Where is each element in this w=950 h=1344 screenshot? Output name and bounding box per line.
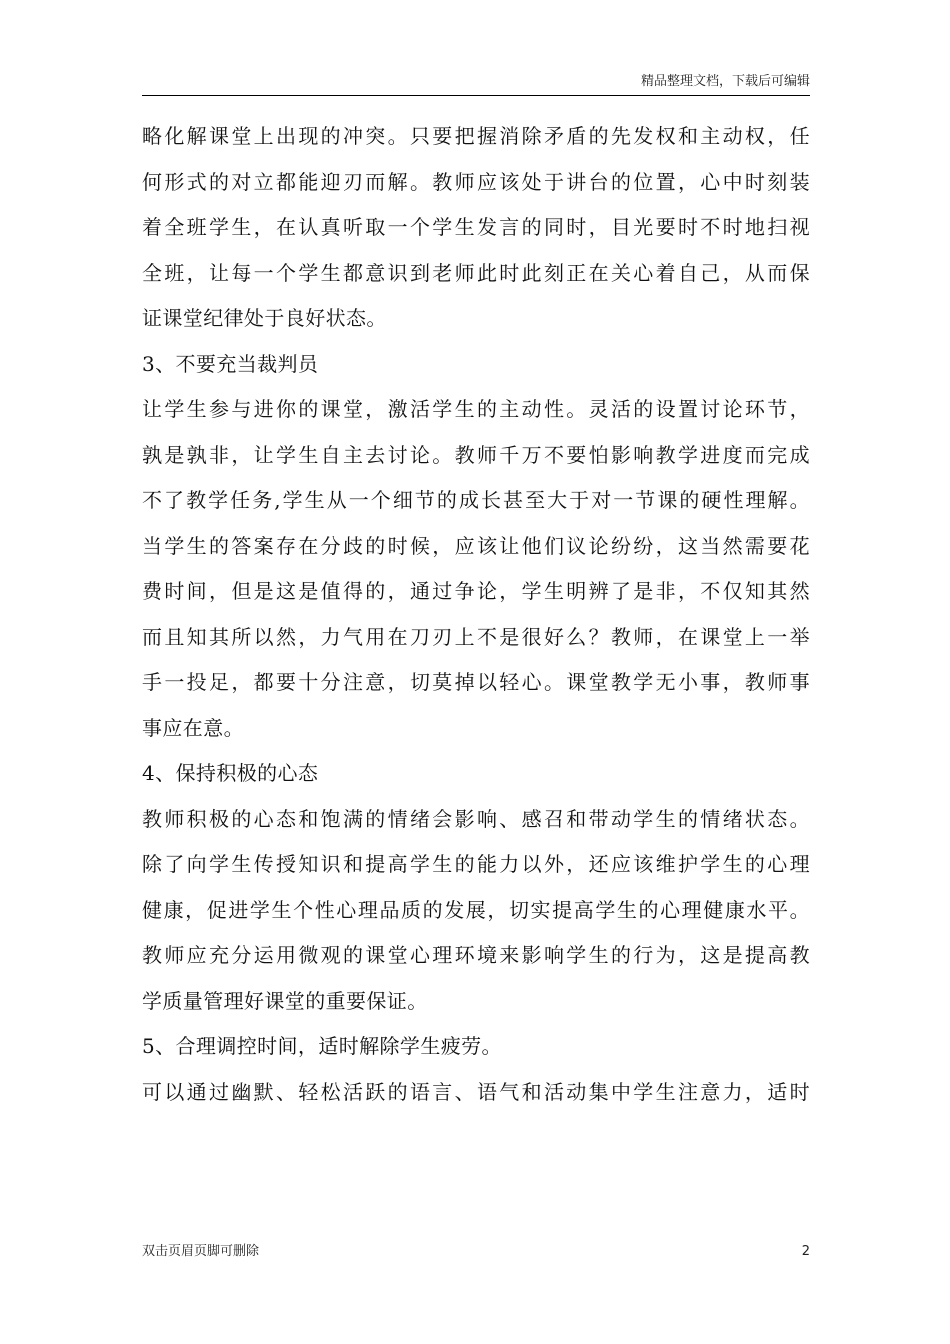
- body-text: [142, 114, 810, 1115]
- page-header: 精品整理文档，下载后可编辑: [640, 74, 810, 89]
- text-line: 除了向学生传授知识和提高学生的能力以外，还应该维护学生的心理: [142, 852, 810, 876]
- text-line: 孰是孰非，让学生自主去讨论。教师千万不要怕影响教学进度而完成: [142, 442, 810, 467]
- text-line: 而且知其所以然，力气用在刀刃上不是很好么？教师，在课堂上一举: [142, 624, 810, 649]
- text-line: 何形式的对立都能迎刃而解。教师应该处于讲台的位置，心中时刻装: [142, 169, 810, 194]
- text-line: 让学生参与进你的课堂，激活学生的主动性。灵活的设置讨论环节，: [142, 397, 810, 421]
- text-line: 教师应充分运用微观的课堂心理环境来影响学生的行为，这是提高教: [142, 943, 810, 967]
- section-heading: 5、合理调控时间，适时解除学生疲劳。: [142, 1034, 502, 1058]
- section-heading: 4、保持积极的心态: [142, 761, 319, 785]
- text-line: 证课堂纪律处于良好状态。: [142, 306, 387, 330]
- text-line: 略化解课堂上出现的冲突。只要把握消除矛盾的先发权和主动权，任: [142, 124, 810, 148]
- text-line: 健康，促进学生个性心理品质的发展，切实提高学生的心理健康水平。: [142, 897, 810, 922]
- page-number: 2: [801, 1244, 810, 1259]
- text-line: 学质量管理好课堂的重要保证。: [142, 988, 428, 1013]
- text-line: 事应在意。: [142, 715, 244, 740]
- text-line: 全班，让每一个学生都意识到老师此时此刻正在关心着自己，从而保: [142, 260, 810, 285]
- text-line: 当学生的答案存在分歧的时候，应该让他们议论纷纷，这当然需要花: [142, 533, 810, 558]
- text-line: 手一投足，都要十分注意，切莫掉以轻心。课堂教学无小事，教师事: [142, 670, 810, 694]
- header-rule: [142, 95, 810, 96]
- text-line: 可以通过幽默、轻松活跃的语言、语气和活动集中学生注意力，适时: [142, 1079, 810, 1104]
- text-line: 着全班学生，在认真听取一个学生发言的同时，目光要时不时地扫视: [142, 215, 810, 239]
- text-line: 费时间，但是这是值得的，通过争论，学生明辨了是非，不仅知其然: [142, 579, 810, 603]
- text-line: 教师积极的心态和饱满的情绪会影响、感召和带动学生的情绪状态。: [142, 806, 810, 831]
- section-heading: 3、不要充当裁判员: [142, 351, 319, 376]
- page-footer-note: 双击页眉页脚可删除: [142, 1244, 260, 1259]
- text-line: 不了教学任务,学生从一个细节的成长甚至大于对一节课的硬性理解。: [142, 488, 810, 512]
